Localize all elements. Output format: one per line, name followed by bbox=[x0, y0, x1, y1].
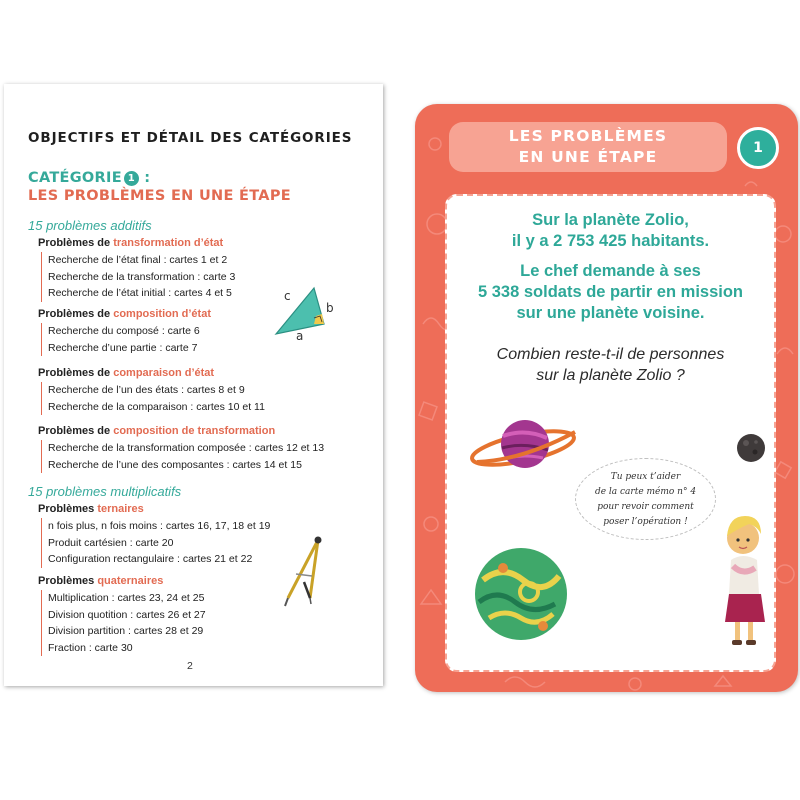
block-title bbox=[38, 424, 324, 438]
asteroid-icon bbox=[735, 432, 767, 464]
list-item: n fois plus, n fois moins : cartes 16, 17, 18 et 19 bbox=[48, 520, 271, 532]
block-title bbox=[38, 236, 235, 250]
list-item: Division partition : cartes 28 et 29 bbox=[48, 625, 204, 637]
block-title bbox=[38, 502, 270, 516]
list-item: Recherche de l’état final : cartes 1 et 2 bbox=[48, 254, 228, 266]
block-highlight: quaternaires bbox=[97, 575, 164, 587]
triangle-icon bbox=[270, 280, 340, 340]
block-prefix: Problèmes de bbox=[38, 237, 114, 249]
list-item: Recherche d’une partie : carte 7 bbox=[48, 341, 198, 354]
bubble-line: de la carte mémo n° 4 bbox=[594, 487, 697, 497]
bubble-line: Tu peux t’aider bbox=[610, 472, 681, 482]
card-number-badge: 1 bbox=[737, 127, 779, 169]
triangle-label-a: a bbox=[296, 329, 304, 340]
list-item: Multiplication : cartes 23, 24 et 25 bbox=[48, 592, 205, 604]
block-highlight: composition d’état bbox=[113, 308, 211, 320]
list-item: Recherche du composé : carte 6 bbox=[48, 325, 200, 337]
category-number-badge: 1 bbox=[124, 171, 139, 186]
list-item: Recherche de l’un des états : cartes 8 et 9 bbox=[48, 384, 245, 396]
compass-icon bbox=[276, 534, 334, 610]
section-multiplicative: 15 problèmes multiplicatifs bbox=[28, 484, 182, 499]
list-item: Configuration rectangulaire : cartes 21 et 22 bbox=[48, 553, 253, 565]
list-item: Recherche de l’une des composantes : cartes 14 et 15 bbox=[48, 458, 302, 471]
question-line: Sur la planète Zolio, bbox=[532, 211, 689, 229]
block-highlight: transformation d’état bbox=[113, 237, 224, 249]
block-lines bbox=[41, 323, 211, 356]
green-planet-icon bbox=[473, 546, 569, 642]
category-heading bbox=[28, 170, 150, 186]
question-line: il y a 2 753 425 habitants. bbox=[511, 232, 710, 250]
block-title bbox=[38, 366, 265, 380]
card-header-line2: EN UNE ÉTAPE bbox=[518, 148, 658, 166]
triangle-label-b: b bbox=[326, 301, 334, 315]
block-lines bbox=[41, 590, 206, 656]
card-header bbox=[449, 122, 727, 172]
block-prefix: Problèmes de bbox=[38, 367, 114, 379]
block-highlight: ternaires bbox=[97, 503, 144, 515]
block-lines bbox=[41, 440, 324, 473]
bubble-line: pour revoir comment bbox=[597, 502, 694, 512]
list-item: Recherche de la comparaison : cartes 10 et 11 bbox=[48, 400, 265, 413]
block-lines bbox=[41, 518, 270, 568]
girl-character-icon bbox=[717, 514, 771, 650]
section-additive: 15 problèmes additifs bbox=[28, 218, 152, 233]
card-body bbox=[445, 194, 776, 672]
block-prefix: Problèmes bbox=[38, 575, 98, 587]
left-page bbox=[4, 84, 383, 686]
block-lines bbox=[41, 382, 265, 415]
block-prefix: Problèmes bbox=[38, 503, 98, 515]
page-title: OBJECTIFS ET DÉTAIL DES CATÉGORIES bbox=[28, 130, 353, 146]
list-item: Recherche de la transformation composée : cartes 12 et 13 bbox=[48, 442, 325, 454]
block-title bbox=[38, 307, 211, 321]
list-item: Produit cartésien : carte 20 bbox=[48, 536, 174, 549]
triangle-label-c: c bbox=[284, 289, 291, 303]
block-prefix: Problèmes de bbox=[38, 308, 114, 320]
list-item: Division quotition : cartes 26 et 27 bbox=[48, 608, 206, 621]
ringed-planet-icon bbox=[467, 410, 579, 480]
question-prompt: sur la planète Zolio ? bbox=[536, 367, 685, 384]
problem-card bbox=[415, 104, 798, 692]
category-suffix: : bbox=[138, 170, 151, 186]
block-composition-transformation bbox=[38, 424, 324, 473]
card-header-line1: LES PROBLÈMES bbox=[508, 127, 668, 145]
block-transformation bbox=[38, 236, 235, 302]
list-item: Recherche de la transformation : carte 3 bbox=[48, 270, 236, 283]
category-title: LES PROBLÈMES EN UNE ÉTAPE bbox=[28, 188, 291, 204]
block-lines bbox=[41, 252, 235, 302]
question-prompt: Combien reste-t-il de personnes bbox=[496, 346, 725, 363]
block-title bbox=[38, 574, 206, 588]
block-comparaison bbox=[38, 366, 265, 415]
category-label: CATÉGORIE bbox=[28, 170, 122, 186]
block-highlight: comparaison d’état bbox=[113, 367, 215, 379]
block-quaternaires bbox=[38, 574, 206, 656]
question-line: sur une planète voisine. bbox=[516, 304, 705, 322]
question-line: 5 338 soldats de partir en mission bbox=[477, 283, 743, 301]
block-composition bbox=[38, 307, 211, 356]
list-item: Recherche de l’état initial : cartes 4 et 5 bbox=[48, 287, 232, 299]
block-highlight: composition de transformation bbox=[113, 425, 276, 437]
bubble-line: poser l’opération ! bbox=[603, 517, 688, 527]
page-number: 2 bbox=[187, 660, 193, 672]
list-item: Fraction : carte 30 bbox=[48, 641, 133, 654]
block-ternaires bbox=[38, 502, 270, 568]
question-line: Le chef demande à ses bbox=[520, 262, 701, 280]
block-prefix: Problèmes de bbox=[38, 425, 114, 437]
speech-bubble-text bbox=[575, 470, 716, 530]
